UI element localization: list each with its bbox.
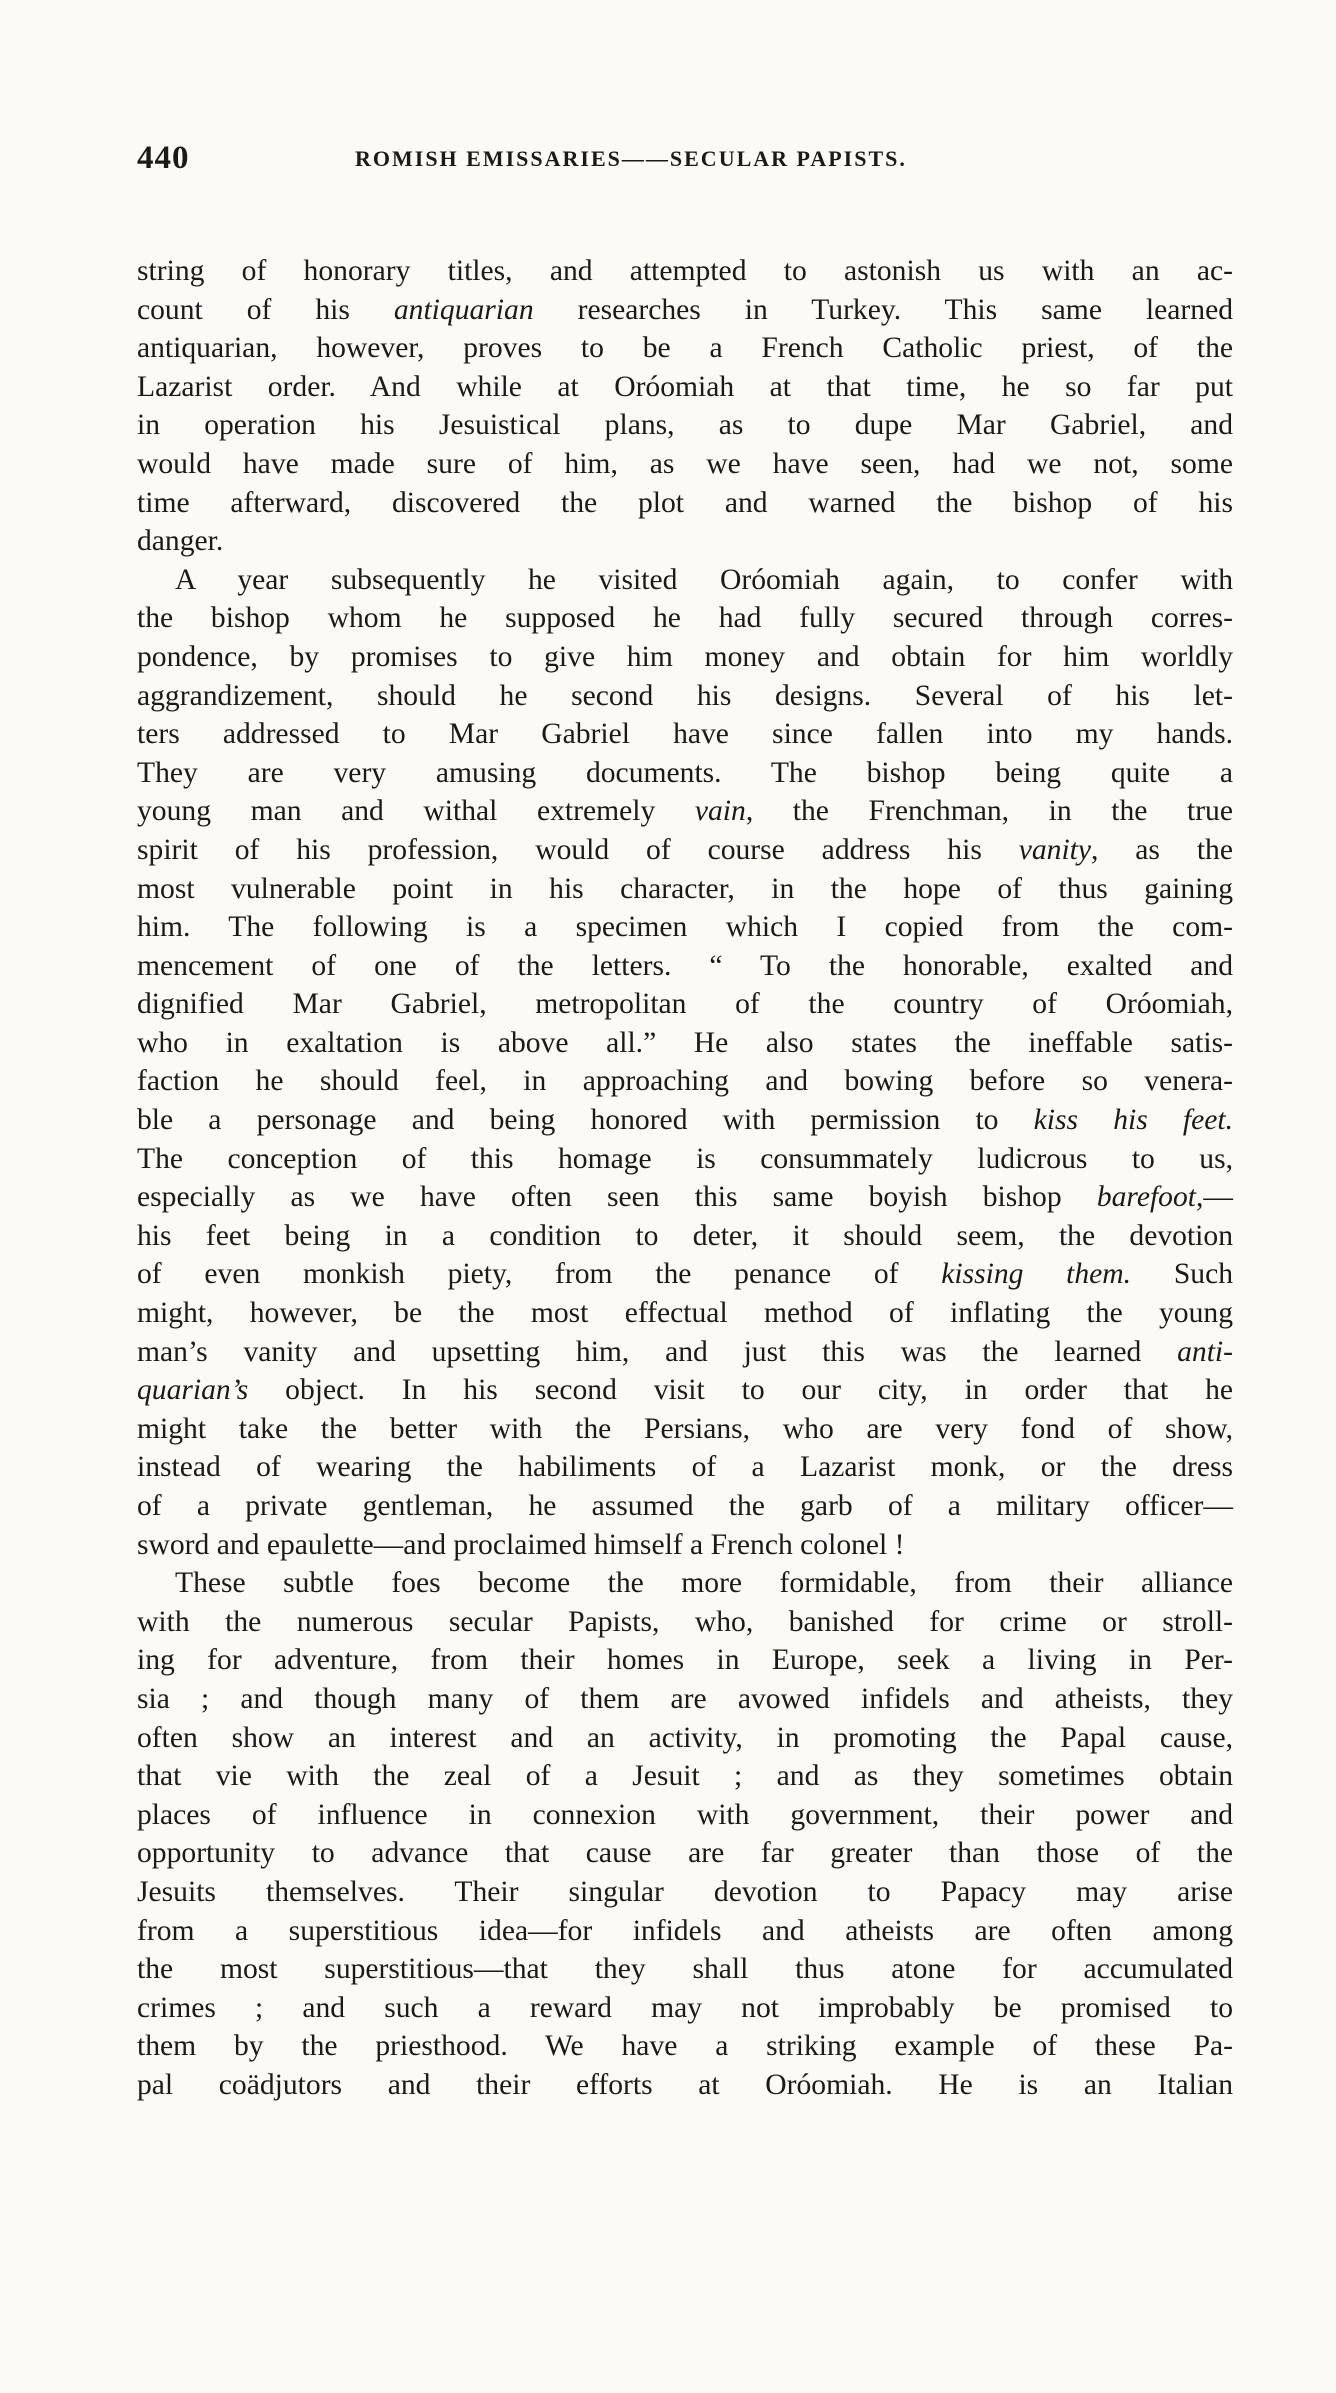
text-line bbox=[137, 484, 1233, 523]
text-run: might take the better with the Persians, who are very fond of show, bbox=[137, 1412, 1233, 1445]
text-run: of even monkish piety, from the penance of bbox=[137, 1258, 942, 1291]
text-line bbox=[137, 831, 1233, 870]
text-line bbox=[137, 522, 1233, 561]
text-line bbox=[137, 445, 1233, 484]
text-run: especially as we have often seen this same boyish bishop bbox=[137, 1181, 1097, 1214]
text-line bbox=[137, 1487, 1233, 1526]
text-run: Lazarist order. And while at Oróomiah at that time, he so far put bbox=[137, 370, 1233, 403]
text-line bbox=[137, 1410, 1233, 1449]
text-line bbox=[137, 1178, 1233, 1217]
text-run: count of his bbox=[137, 293, 394, 326]
italic-run: vanity bbox=[1018, 833, 1092, 866]
text-run: time afterward, discovered the plot and warned the bishop of his bbox=[137, 486, 1233, 519]
text-line bbox=[137, 1101, 1233, 1140]
italic-run: quarian’s bbox=[137, 1374, 249, 1407]
text-run: string of honorary titles, and attempted to astonish us with an ac- bbox=[137, 255, 1233, 287]
text-run: researches in Turkey. This same learned bbox=[533, 293, 1233, 326]
text-run: ble a personage and being honored with permission to bbox=[137, 1104, 1034, 1137]
text-run: Jesuits themselves. Their singular devotion to Papacy may arise bbox=[137, 1875, 1233, 1908]
text-line bbox=[137, 1641, 1233, 1680]
text-run: pondence, by promises to give him money and obtain for him worldly bbox=[137, 640, 1233, 673]
text-line bbox=[137, 985, 1233, 1024]
text-run: with the numerous secular Papists, who, banished for crime or stroll- bbox=[137, 1605, 1233, 1638]
text-run: the most superstitious—that they shall thus atone for accumulated bbox=[137, 1953, 1233, 1986]
text-run: aggrandizement, should he second his designs. Several of his let- bbox=[137, 679, 1233, 712]
text-line bbox=[137, 754, 1233, 793]
text-run: them by the priesthood. We have a striking example of these Pa- bbox=[137, 2030, 1233, 2063]
italic-run: anti- bbox=[1177, 1335, 1233, 1368]
text-line bbox=[137, 1024, 1233, 1063]
text-line bbox=[137, 1448, 1233, 1487]
text-line bbox=[137, 1719, 1233, 1758]
text-line bbox=[137, 2027, 1233, 2066]
text-run: ters addressed to Mar Gabriel have since fallen into my hands. bbox=[137, 718, 1233, 751]
text-run: young man and withal extremely bbox=[137, 795, 695, 828]
text-run: might, however, be the most effectual method of inflating the young bbox=[137, 1297, 1233, 1330]
text-run: his feet being in a condition to deter, it should seem, the devotion bbox=[137, 1219, 1233, 1252]
text-run: of a private gentleman, he assumed the garb of a military officer— bbox=[137, 1490, 1233, 1522]
italic-run: vain bbox=[694, 795, 746, 828]
text-run: sword and epaulette—and proclaimed himself a French colonel ! bbox=[137, 1528, 905, 1561]
text-line bbox=[137, 291, 1233, 330]
text-line bbox=[137, 1294, 1233, 1333]
text-run: that vie with the zeal of a Jesuit ; and as they sometimes obtain bbox=[137, 1760, 1233, 1793]
text-run: sia ; and though many of them are avowed infidels and atheists, they bbox=[137, 1682, 1233, 1715]
text-run: faction he should feel, in approaching and bowing before so venera- bbox=[137, 1065, 1233, 1098]
text-line bbox=[137, 561, 1233, 600]
book-page bbox=[137, 132, 1233, 2105]
text-run: often show an interest and an activity, in promoting the Papal cause, bbox=[137, 1721, 1233, 1754]
text-run: man’s vanity and upsetting him, and just this was the learned bbox=[137, 1335, 1178, 1368]
text-run: crimes ; and such a reward may not improbably be promised to bbox=[137, 1991, 1233, 2024]
text-run: instead of wearing the habiliments of a Lazarist monk, or the dress bbox=[137, 1451, 1233, 1484]
text-line bbox=[137, 677, 1233, 716]
text-line bbox=[137, 368, 1233, 407]
text-line bbox=[137, 406, 1233, 445]
text-line bbox=[137, 599, 1233, 638]
text-line bbox=[137, 715, 1233, 754]
text-run: , the Frenchman, in the true bbox=[745, 795, 1233, 828]
text-run: opportunity to advance that cause are far greater than those of the bbox=[137, 1837, 1233, 1870]
text-run: ,— bbox=[1196, 1181, 1233, 1214]
text-line bbox=[137, 1796, 1233, 1835]
running-title: ROMISH EMISSARIES——SECULAR PAPISTS. bbox=[355, 146, 907, 171]
text-run: , as the bbox=[1091, 833, 1233, 866]
text-run: places of influence in connexion with government, their power and bbox=[137, 1798, 1233, 1831]
text-run: object. In his second visit to our city, in order that he bbox=[248, 1374, 1233, 1407]
text-line bbox=[137, 1989, 1233, 2028]
text-line bbox=[137, 908, 1233, 947]
running-head bbox=[137, 132, 1233, 192]
text-run: spirit of his profession, would of course address his bbox=[137, 833, 1019, 866]
text-line bbox=[137, 792, 1233, 831]
text-run: danger. bbox=[137, 525, 224, 558]
text-run: Such bbox=[1131, 1258, 1234, 1291]
text-line bbox=[137, 1564, 1233, 1603]
text-line bbox=[137, 2066, 1233, 2105]
page-number: 440 bbox=[137, 140, 190, 176]
italic-run: antiquarian bbox=[393, 293, 534, 326]
text-line bbox=[137, 1140, 1233, 1179]
text-run: from a superstitious idea—for infidels and atheists are often among bbox=[137, 1914, 1233, 1947]
text-run: in operation his Jesuistical plans, as to dupe Mar Gabriel, and bbox=[137, 409, 1233, 442]
text-run: A year subsequently he visited Oróomiah again, to confer with bbox=[175, 563, 1233, 596]
text-run: the bishop whom he supposed he had fully secured through corres- bbox=[137, 602, 1233, 635]
text-run: The conception of this homage is consummately ludicrous to us, bbox=[137, 1142, 1233, 1175]
text-line bbox=[137, 1757, 1233, 1796]
text-line bbox=[137, 1371, 1233, 1410]
body-text bbox=[137, 252, 1233, 2105]
text-run: mencement of one of the letters. “ To the honorable, exalted and bbox=[137, 949, 1233, 982]
text-line bbox=[137, 329, 1233, 368]
text-run: most vulnerable point in his character, in the hope of thus gaining bbox=[137, 872, 1233, 905]
italic-run: barefoot bbox=[1096, 1181, 1196, 1214]
text-line bbox=[137, 1526, 1233, 1565]
text-run: would have made sure of him, as we have seen, had we not, some bbox=[137, 447, 1233, 480]
text-run: antiquarian, however, proves to be a French Catholic priest, of the bbox=[137, 332, 1233, 365]
text-run: They are very amusing documents. The bishop being quite a bbox=[137, 756, 1233, 789]
text-line bbox=[137, 1873, 1233, 1912]
text-line bbox=[137, 638, 1233, 677]
text-line bbox=[137, 1680, 1233, 1719]
text-run: ing for adventure, from their homes in Europe, seek a living in Per- bbox=[137, 1644, 1233, 1677]
text-line bbox=[137, 1912, 1233, 1951]
text-run: him. The following is a specimen which I copied from the com- bbox=[137, 911, 1233, 944]
text-line bbox=[137, 1950, 1233, 1989]
text-line bbox=[137, 1255, 1233, 1294]
text-line bbox=[137, 1217, 1233, 1256]
text-line bbox=[137, 1603, 1233, 1642]
text-line bbox=[137, 870, 1233, 909]
text-run: who in exaltation is above all.” He also states the ineffable satis- bbox=[137, 1026, 1233, 1059]
text-line bbox=[137, 1834, 1233, 1873]
text-run: These subtle foes become the more formidable, from their alliance bbox=[175, 1567, 1233, 1600]
text-line bbox=[137, 1062, 1233, 1101]
text-run: dignified Mar Gabriel, metropolitan of the country of Oróomiah, bbox=[137, 988, 1233, 1021]
italic-run: kiss his feet. bbox=[1033, 1104, 1233, 1137]
text-run: pal coädjutors and their efforts at Oróomiah. He is an Italian bbox=[137, 2068, 1233, 2101]
text-line bbox=[137, 947, 1233, 986]
text-line bbox=[137, 1333, 1233, 1372]
text-line bbox=[137, 252, 1233, 291]
italic-run: kissing them. bbox=[941, 1258, 1132, 1291]
